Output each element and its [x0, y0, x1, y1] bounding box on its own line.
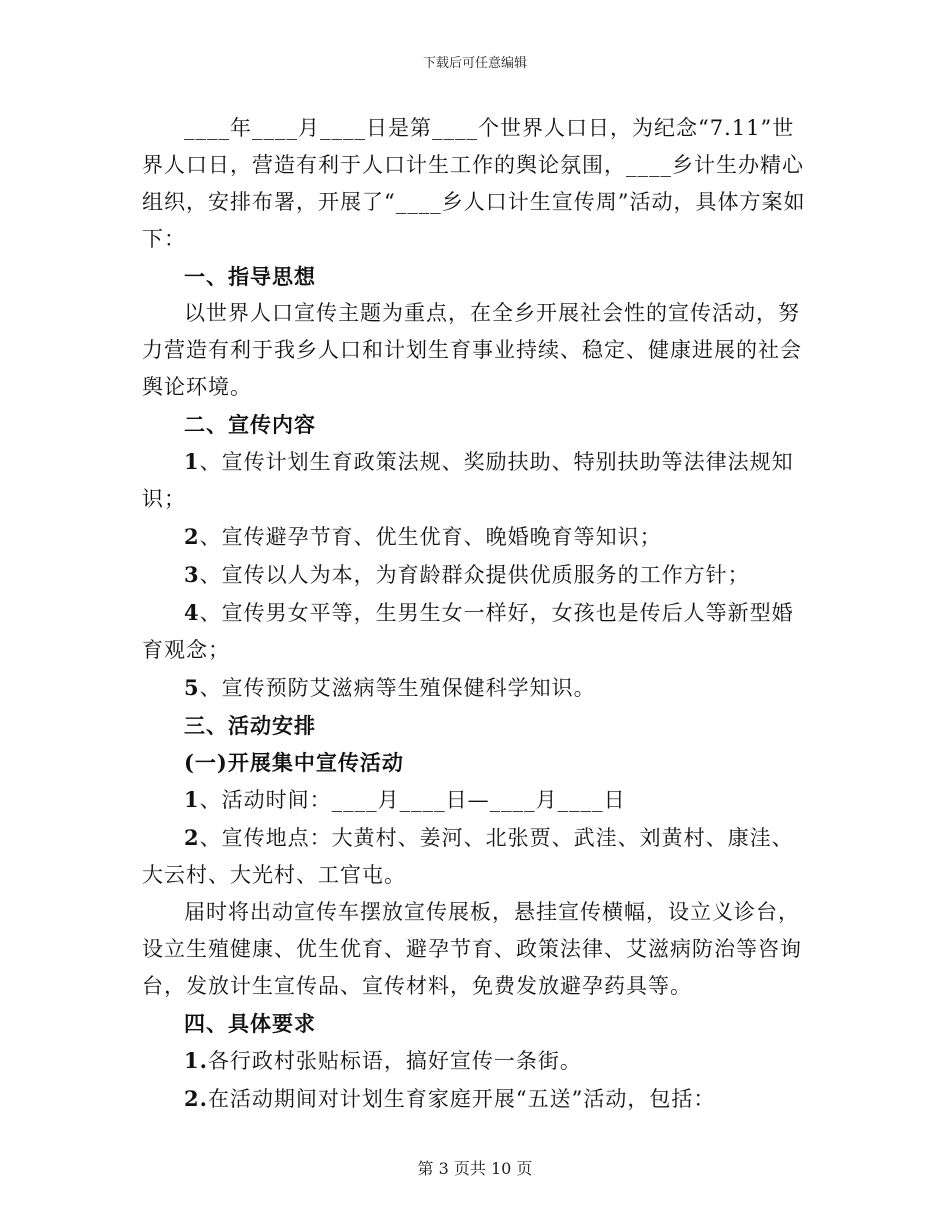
- list-item-number: 1.: [184, 1048, 208, 1073]
- list-item-number: 1: [184, 787, 200, 812]
- list-item-number: 4: [184, 600, 200, 625]
- section-1-heading: 一、指导思想: [184, 264, 316, 289]
- intro-paragraph: ____年____月____日是第____个世界人口日，为纪念“7.11”世界人口日，营造有利于人口计生工作的舆论氛围，____乡计生办精心组织，安排布署，开展了“____乡人口计生宣传周”活动，具体方案如下：: [142, 116, 806, 251]
- page-header: 下载后可任意编辑: [422, 56, 527, 71]
- list-item: [142, 1042, 812, 1080]
- list-item: [142, 1080, 812, 1118]
- section-3-subheading: (一)开展集中宣传活动: [184, 750, 404, 775]
- list-item-text: 、宣传计划生育政策法规、奖励扶助、特别扶助等法律法规知识；: [142, 450, 794, 511]
- document-body: [142, 110, 812, 1118]
- list-item: [142, 594, 812, 669]
- list-item: [142, 556, 812, 594]
- list-item-text: 、活动时间：____月____日—____月____日: [199, 788, 626, 812]
- section-3-paragraph: 届时将出动宣传车摆放宣传展板，悬挂宣传横幅，设立义诊台，设立生殖健康、优生优育、避孕节育、政策法律、艾滋病防治等咨询台，发放计生宣传品、宣传材料，免费发放避孕药具等。: [142, 900, 802, 998]
- list-item-text: 、宣传地点：大黄村、姜河、北张贾、武洼、刘黄村、康洼、大云村、大光村、工官屯。: [142, 826, 794, 887]
- list-item: [142, 781, 812, 819]
- list-item-number: 3: [184, 562, 200, 587]
- list-item-text: 各行政村张贴标语，搞好宣传一条街。: [207, 1049, 582, 1073]
- list-item-number: 1: [184, 449, 200, 474]
- list-item: [142, 669, 812, 707]
- list-item-text: 在活动期间对计划生育家庭开展“五送”活动，包括：: [207, 1087, 716, 1111]
- list-item: [142, 518, 812, 556]
- list-item: [142, 819, 812, 894]
- list-item-text: 、宣传男女平等，生男生女一样好，女孩也是传后人等新型婚育观念；: [142, 601, 794, 662]
- section-3-heading: 三、活动安排: [184, 713, 316, 738]
- section-2-heading: 二、宣传内容: [184, 412, 316, 437]
- page-footer: 第 3 页共 10 页: [417, 1159, 533, 1178]
- list-item-text: 、宣传以人为本，为育龄群众提供优质服务的工作方针；: [199, 563, 750, 587]
- list-item-number: 2.: [184, 1086, 208, 1111]
- section-4-heading: 四、具体要求: [184, 1011, 316, 1036]
- list-item-text: 、宣传避孕节育、优生优育、晚婚晚育等知识；: [199, 525, 662, 549]
- list-item-number: 5: [184, 675, 200, 700]
- list-item-number: 2: [184, 825, 200, 850]
- list-item-number: 2: [184, 524, 200, 549]
- list-item-text: 、宣传预防艾滋病等生殖保健科学知识。: [199, 676, 596, 700]
- list-item: [142, 443, 812, 518]
- section-1-paragraph: 以世界人口宣传主题为重点，在全乡开展社会性的宣传活动，努力营造有利于我乡人口和计划生育事业持续、稳定、健康进展的社会舆论环境。: [142, 301, 802, 399]
